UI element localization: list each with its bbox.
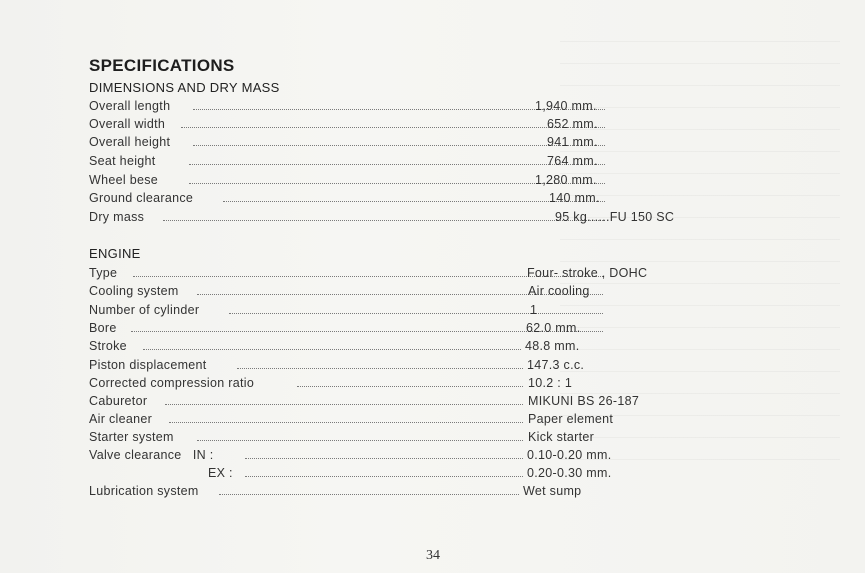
spec-label: Caburetor (89, 394, 148, 408)
spec-label: Overall length (89, 99, 171, 113)
spec-value: Air cooling (528, 284, 590, 298)
leader-dots (189, 164, 605, 165)
spec-label: Starter system (89, 430, 174, 444)
spec-label: Ground clearance (89, 191, 194, 205)
spec-value: 1,280 mm. (535, 173, 597, 187)
spec-label: Wheel bese (89, 173, 159, 187)
leader-dots (229, 313, 603, 314)
spec-label: Number of cylinder (89, 303, 200, 317)
leader-dots (143, 349, 521, 350)
dimensions-heading: DIMENSIONS AND DRY MASS (89, 80, 280, 95)
leader-dots (223, 201, 605, 202)
spec-value: Kick starter (528, 430, 595, 444)
page-number: 34 (426, 548, 440, 563)
spec-label: Air cleaner (89, 412, 153, 426)
spec-value: 95 kg......FU 150 SC (555, 210, 675, 224)
leader-dots (245, 476, 523, 477)
leader-dots (181, 127, 605, 128)
spec-value: 0.20-0.30 mm. (527, 466, 612, 480)
spec-label: Lubrication system (89, 484, 199, 498)
spec-label: Type (89, 266, 118, 280)
leader-dots (237, 368, 523, 369)
spec-value: Paper element (528, 412, 614, 426)
leader-dots (297, 386, 523, 387)
spec-label: Bore (89, 321, 117, 335)
spec-value: 652 mm. (547, 117, 598, 131)
spec-label: Cooling system (89, 284, 179, 298)
leader-dots (165, 404, 523, 405)
spec-value: 941 mm. (547, 135, 598, 149)
leader-dots (245, 458, 523, 459)
page-title: SPECIFICATIONS (89, 56, 235, 75)
leader-dots (169, 422, 523, 423)
leader-dots (193, 145, 605, 146)
spec-label: Piston displacement (89, 358, 207, 372)
spec-value: 0.10-0.20 mm. (527, 448, 612, 462)
spec-value: Wet sump (523, 484, 582, 498)
engine-heading: ENGINE (89, 246, 141, 261)
spec-value: 140 mm. (549, 191, 600, 205)
spec-label: Stroke (89, 339, 127, 353)
spec-value: 62.0 mm. (526, 321, 581, 335)
spec-value: 10.2 : 1 (528, 376, 573, 390)
spec-value: MIKUNI BS 26-187 (528, 394, 640, 408)
spec-label: Corrected compression ratio (89, 376, 255, 390)
spec-label: EX : (208, 466, 233, 480)
leader-dots (219, 494, 519, 495)
leader-dots (197, 440, 523, 441)
spec-value: 1,940 mm. (535, 99, 597, 113)
spec-label: Overall height (89, 135, 171, 149)
spec-label: Valve clearance IN : (89, 448, 214, 462)
spec-label: Seat height (89, 154, 156, 168)
leader-dots (163, 220, 605, 221)
spec-value: 1 (530, 303, 538, 317)
spec-value: 147.3 c.c. (527, 358, 585, 372)
spec-value: Four- stroke , DOHC (527, 266, 648, 280)
spec-value: 764 mm. (547, 154, 598, 168)
spec-label: Dry mass (89, 210, 145, 224)
spec-value: 48.8 mm. (525, 339, 580, 353)
spec-label: Overall width (89, 117, 166, 131)
